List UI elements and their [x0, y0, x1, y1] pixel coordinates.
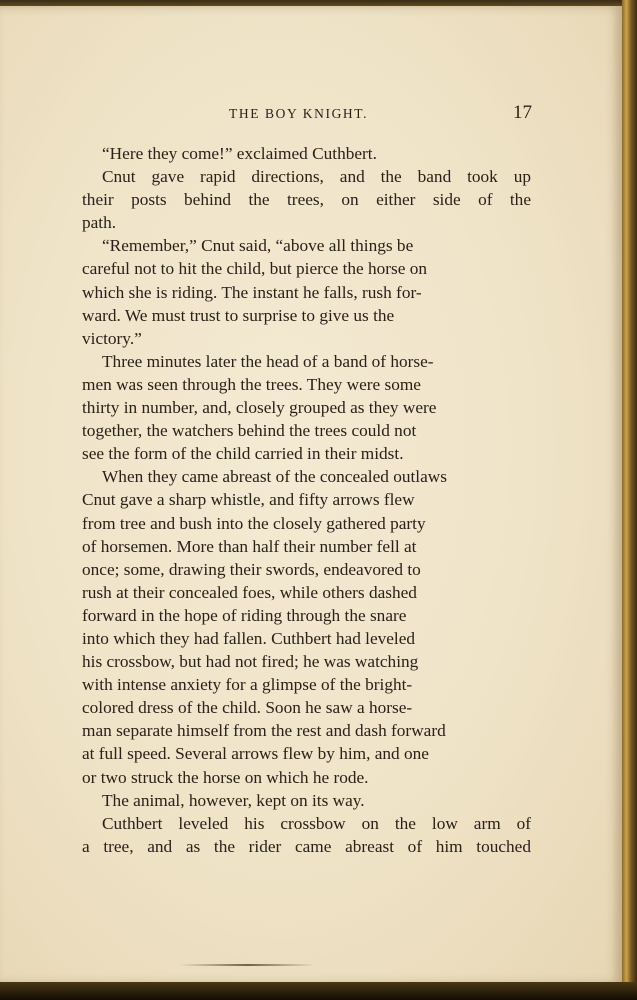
body-text: [82, 142, 531, 858]
text-line: a tree, and as the rider came abreast of him touched: [82, 836, 531, 856]
text-line: of horsemen. More than half their number fell at: [82, 536, 417, 556]
page-paper: [0, 6, 622, 984]
text-line: The animal, however, kept on its way.: [102, 790, 365, 810]
paragraph: [82, 234, 531, 349]
text-line: together, the watchers behind the trees could not: [82, 421, 417, 441]
text-line: careful not to hit the child, but pierce the horse on: [82, 259, 428, 279]
text-line: victory.”: [82, 328, 142, 348]
text-line: once; some, drawing their swords, endeavored to: [82, 559, 421, 579]
text-line: Cnut gave a sharp whistle, and fifty arrows flew: [82, 490, 415, 510]
text-line: into which they had fallen. Cuthbert had leveled: [82, 628, 416, 648]
paragraph: [82, 812, 531, 858]
text-line: Cnut gave rapid directions, and the band took up: [102, 167, 531, 187]
page-header: [82, 102, 532, 126]
paragraph: [82, 465, 531, 788]
text-line: man separate himself from the rest and dash forward: [82, 721, 446, 741]
text-line: men was seen through the trees. They were some: [82, 374, 421, 394]
text-line: at full speed. Several arrows flew by him, and one: [82, 744, 429, 764]
text-line: with intense anxiety for a glimpse of the bright-: [82, 675, 413, 695]
book-page-edges: [622, 0, 637, 1000]
text-line: Cuthbert leveled his crossbow on the low arm of: [102, 813, 531, 833]
text-line: path.: [82, 213, 117, 233]
text-line: When they came abreast of the concealed outlaws: [102, 467, 447, 487]
text-line: his crossbow, but had not fired; he was watching: [82, 652, 419, 672]
text-line: Three minutes later the head of a band of horse-: [102, 351, 434, 371]
text-line: their posts behind the trees, on either side of the: [82, 190, 531, 210]
paragraph: [82, 165, 531, 234]
running-title: THE BOY KNIGHT.: [229, 106, 369, 121]
text-line: “Remember,” Cnut said, “above all things be: [102, 236, 414, 256]
paragraph: [82, 142, 531, 165]
text-line: rush at their concealed foes, while others dashed: [82, 582, 417, 602]
text-line: “Here they come!” exclaimed Cuthbert.: [102, 144, 377, 163]
text-line: forward in the hope of riding through the snare: [82, 605, 407, 625]
page-number: 17: [513, 102, 532, 123]
paragraph: [82, 789, 531, 812]
text-line: see the form of the child carried in their midst.: [82, 444, 404, 464]
page-crease: [180, 964, 315, 966]
text-line: from tree and bush into the closely gathered party: [82, 513, 426, 533]
text-line: colored dress of the child. Soon he saw a horse-: [82, 698, 413, 718]
text-line: thirty in number, and, closely grouped as they were: [82, 398, 437, 418]
paragraph: [82, 350, 531, 465]
text-line: or two struck the horse on which he rode.: [82, 767, 369, 787]
book-bottom-edge: [0, 982, 637, 1000]
text-line: which she is riding. The instant he falls, rush for-: [82, 282, 422, 302]
text-line: ward. We must trust to surprise to give us the: [82, 305, 395, 325]
